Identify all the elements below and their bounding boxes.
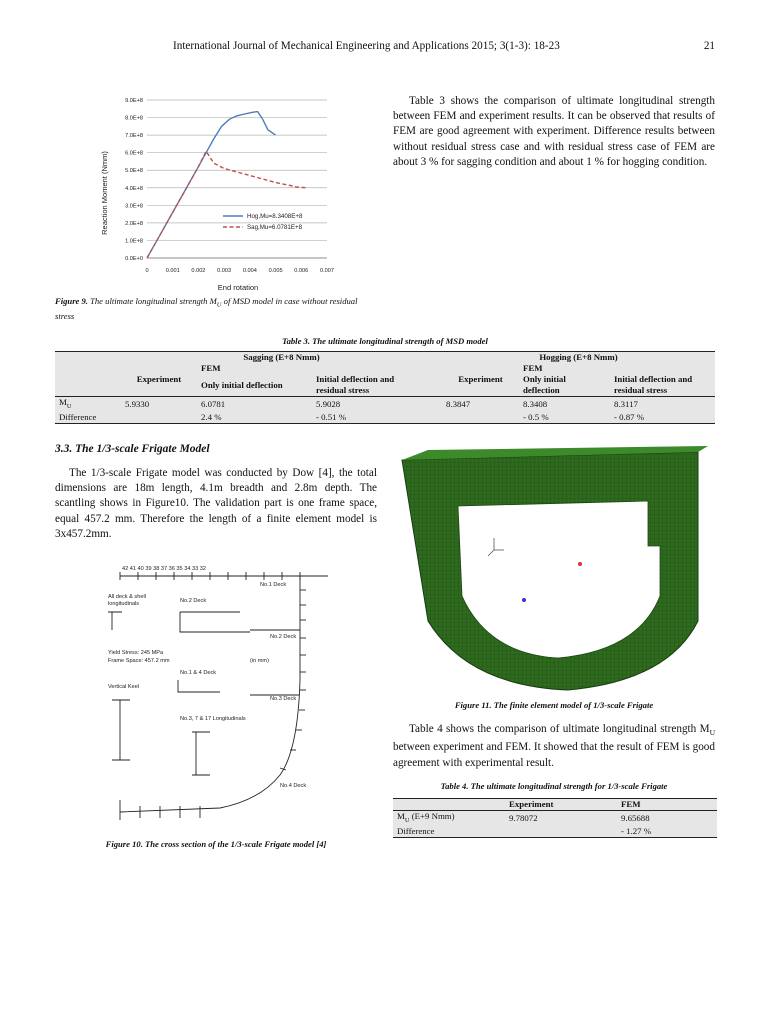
table3-hog-ir-line2: residual stress — [614, 385, 668, 395]
fig10-top-numbers: 42 41 40 39 38 37 36 35 34 33 32 — [122, 566, 206, 572]
table3-caption: Table 3. The ultimate longitudinal strength of MSD model — [282, 336, 488, 346]
x-tick-label: 0.002 — [191, 268, 206, 274]
series-line-1 — [147, 151, 306, 258]
paragraph-table3-discussion: Table 3 shows the comparison of ultimate longitudinal strength between FEM and experiment results. It can be observed that results of FEM are good agreement with experiment. Difference results between without residual stress case and with residual stress case of FEM are about 3 % for sagging condition and about 1 % for hogging condition. — [393, 95, 715, 168]
x-tick-label: 0.003 — [217, 268, 232, 274]
table3-hog-initial-residual — [610, 374, 715, 397]
fig10-no1-4-deck: No.1 & 4 Deck — [180, 670, 217, 676]
x-tick-label: 0 — [145, 268, 149, 274]
y-tick-label: 2.0E+8 — [125, 220, 143, 227]
chart-y-label: Reaction Moment (Nmm) — [100, 151, 109, 235]
legend-label-1: Sag,Mu=6.0781E+8 — [247, 224, 303, 232]
fig11-node-marker — [522, 598, 526, 602]
y-tick-label: 1.0E+8 — [125, 238, 143, 245]
chart-legend — [223, 213, 303, 231]
table4-header-experiment: Experiment — [505, 799, 617, 811]
row-label-sub: U — [404, 816, 410, 824]
legend-label-0: Hog,Mu=8.3408E+8 — [247, 213, 303, 221]
fig10-no3-deck: No.3 Deck — [270, 696, 297, 702]
table4-corner — [393, 799, 505, 811]
table-cell: 8.3847 — [442, 397, 519, 412]
fig11-fe-model — [398, 446, 710, 694]
table-cell: 8.3117 — [610, 397, 715, 412]
y-tick-label: 4.0E+8 — [125, 185, 143, 192]
fig11-caption: Figure 11. The finite element model of 1/3-scale Frigate — [454, 700, 654, 710]
table3-sag-initial-residual — [312, 374, 442, 397]
table4-caption: Table 4. The ultimate longitudinal strength for 1/3-scale Frigate — [440, 781, 668, 791]
y-tick-label: 0.0E+0 — [125, 256, 143, 262]
paragraph-post: between experiment and FEM. It showed that the result of FEM is good agreement with experimental result. — [393, 741, 715, 769]
x-tick-label: 0.007 — [320, 268, 334, 274]
chart-x-ticks — [145, 268, 334, 274]
paragraph-sub: U — [709, 728, 715, 738]
fig11-node-marker — [578, 562, 582, 566]
table3-hog-experiment: Experiment — [442, 363, 519, 397]
chart-grid — [147, 100, 327, 258]
table3 — [55, 351, 715, 424]
table3-sag-fem: FEM — [197, 363, 442, 374]
row-label-text: M — [397, 811, 405, 821]
table-cell: - 0.87 % — [610, 412, 715, 424]
fig10-drawing — [100, 550, 340, 832]
section-paragraph: The 1/3-scale Frigate model was conducted by Dow [4], the total dimensions are 18m length, 4.1m breadth and 2.8m depth. The scantling shows in Figure10. The validation part is one frame space, equal 457.2 mm. Therefore the length of a finite element model is 3x457.2mm. — [55, 467, 377, 540]
x-tick-label: 0.004 — [242, 268, 257, 274]
y-tick-label: 8.0E+8 — [125, 115, 143, 122]
table-cell: 5.9330 — [121, 397, 197, 412]
fig10-no3-7-17: No.3, 7 & 17 Longitudinals — [180, 716, 246, 722]
table-row — [55, 412, 715, 424]
fig10-caption: Figure 10. The cross section of the 1/3-scale Frigate model [4] — [105, 839, 327, 849]
table-row — [393, 826, 717, 838]
fig10-no1-deck: No.1 Deck — [260, 582, 287, 588]
table3-sag-ir-line1: Initial deflection and — [316, 374, 395, 384]
table-cell: 8.3408 — [519, 397, 610, 412]
series-line-0 — [147, 112, 276, 258]
table-cell: - 0.5 % — [519, 412, 610, 424]
table3-hog-oi-line1: Only initial — [523, 374, 566, 384]
x-tick-label: 0.001 — [165, 268, 180, 274]
y-tick-label: 3.0E+8 — [125, 203, 143, 210]
table3-sag-experiment: Experiment — [121, 363, 197, 397]
fig9-caption — [55, 296, 375, 323]
fig10-all-deck: All deck & shell — [108, 594, 146, 600]
table3-hog-oi-line2: deflection — [523, 385, 560, 395]
row-label-text: M — [59, 397, 67, 407]
table3-sag-ir-line2: residual stress — [316, 385, 370, 395]
fig10-no2-deck: No.2 Deck — [270, 634, 297, 640]
table3-hog-fem: FEM — [519, 363, 715, 374]
fig10-frame: Frame Space: 457.2 mm — [108, 658, 170, 664]
table3-hogging-header: Hogging (E+8 Nmm) — [442, 352, 715, 364]
fig9-caption-text: The ultimate longitudinal strength M — [90, 296, 217, 306]
section-title: 3.3. The 1/3-scale Frigate Model — [55, 443, 210, 455]
x-tick-label: 0.005 — [268, 268, 283, 274]
fig9-caption-sub: U — [216, 301, 222, 309]
table-cell: - 1.27 % — [617, 826, 717, 838]
chart-series-group — [147, 112, 306, 258]
row-label-sub: U — [66, 402, 72, 410]
table3-sag-only-initial: Only initial deflection — [197, 374, 312, 397]
table-cell: 2.4 % — [197, 412, 312, 424]
y-tick-label: 5.0E+8 — [125, 168, 143, 175]
table3-sagging-header: Sagging (E+8 Nmm) — [121, 352, 442, 364]
y-tick-label: 9.0E+8 — [125, 98, 143, 104]
fig10-longitudinals: longitudinals — [108, 601, 140, 607]
table-cell: - 0.51 % — [312, 412, 442, 424]
table4-row-label: Difference — [393, 826, 505, 838]
table3-hog-ir-line1: Initial deflection and — [614, 374, 693, 384]
table-cell: 5.9028 — [312, 397, 442, 412]
paragraph-pre: Table 4 shows the comparison of ultimate longitudinal strength M — [409, 723, 710, 735]
y-tick-label: 7.0E+8 — [125, 133, 143, 140]
row-label-rest: (E+9 Nmm) — [409, 811, 455, 821]
fig9-chart — [95, 88, 340, 298]
fig10-yield: Yield Stress: 245 MPa — [108, 650, 164, 656]
fig10-no4-deck: No.4 Deck — [280, 783, 307, 789]
table4-header-fem: FEM — [617, 799, 717, 811]
table4 — [393, 798, 717, 838]
fig10-no2-deck-small: No.2 Deck — [180, 598, 207, 604]
fig9-caption-label: Figure 9. — [55, 296, 88, 306]
fig10-in-mm: (in mm) — [250, 658, 269, 664]
table-cell: 9.65688 — [617, 811, 717, 826]
table-cell: 9.78072 — [505, 811, 617, 826]
table-cell: 6.0781 — [197, 397, 312, 412]
table-row — [55, 397, 715, 412]
chart-x-label: End rotation — [217, 283, 259, 292]
table4-row-label — [393, 811, 505, 826]
table3-row-label: Difference — [55, 412, 121, 424]
page-number: 21 — [703, 40, 715, 52]
x-tick-label: 0.006 — [294, 268, 309, 274]
journal-name: International Journal of Mechanical Engineering and Applications 2015; 3(1-3): 18-23 — [173, 40, 560, 52]
paragraph-table4-discussion — [393, 722, 715, 771]
table-cell — [121, 412, 197, 424]
fig10-vertical-keel: Vertical Keel — [108, 684, 140, 690]
fig9-caption-rest: of MSD model in case without residual stress — [55, 296, 358, 322]
table3-row-label — [55, 397, 121, 412]
table3-hog-only-initial — [519, 374, 610, 397]
table-cell — [505, 826, 617, 838]
table-cell — [442, 412, 519, 424]
chart-y-ticks — [125, 98, 143, 262]
table3-corner — [55, 352, 121, 364]
table-row — [393, 811, 717, 826]
y-tick-label: 6.0E+8 — [125, 150, 143, 157]
